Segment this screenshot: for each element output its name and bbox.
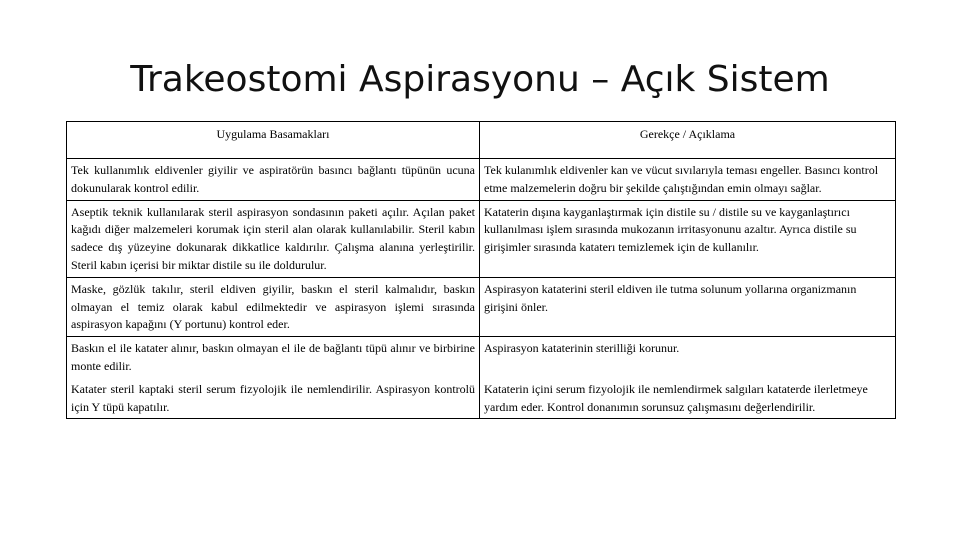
table-row <box>67 337 896 378</box>
procedure-table <box>66 121 896 419</box>
header-rationale: Gerekçe / Açıklama <box>480 122 896 159</box>
rationale-cell: Aspirasyon kataterini steril eldiven ile tutma solunum yollarına organizmanın girişini önler. <box>480 277 896 336</box>
table-header-row <box>67 122 896 159</box>
rationale-cell: Kataterin dışına kayganlaştırmak için distile su / distile su ve kayganlaştırıcı kullanılması işlem sırasında mukozanın irritasyonunu azaltır. Ayrıca distile su girişimler sırasında kataterı temizlemek için de kullanılır. <box>480 200 896 277</box>
step-cell: Aseptik teknik kullanılarak steril aspirasyon sondasının paketi açılır. Açılan paket kağıdı diğer malzemeleri korumak için steril alan olarak kullanılabilir. Steril kabın sadece dış yüzeyine dokunarak dikkatlice kaldırılır. Çalışma alanına yerleştirilir. Steril kabın içerisi bir miktar distile su ile doldurulur. <box>67 200 480 277</box>
table-row <box>67 277 896 336</box>
table-row <box>67 200 896 277</box>
step-cell: Tek kullanımlık eldivenler giyilir ve aspiratörün basıncı bağlantı tüpünün ucuna dokunularak kontrol edilir. <box>67 159 480 201</box>
table-row <box>67 159 896 201</box>
rationale-cell: Tek kulanımlık eldivenler kan ve vücut sıvılarıyla teması engeller. Basıncı kontrol etme malzemelerin doğru bir şekilde çalıştığından emin olmayı sağlar. <box>480 159 896 201</box>
step-cell: Maske, gözlük takılır, steril eldiven giyilir, baskın el steril kalmalıdır, baskın olmayan el temiz olarak kabul edilmektedir ve aspirasyon işlemi sırasında aspirasyon kapağını (Y portunu) kontrol eder. <box>67 277 480 336</box>
table-row <box>67 378 896 419</box>
header-steps: Uygulama Basamakları <box>67 122 480 159</box>
rationale-cell: Kataterin içini serum fizyolojik ile nemlendirmek salgıları kataterde ilerletmeye yardım eder. Kontrol donanımın sorunsuz çalışmasını değerlendirilir. <box>480 378 896 419</box>
slide-title: Trakeostomi Aspirasyonu – Açık Sistem <box>130 59 830 100</box>
step-cell: Katater steril kaptaki steril serum fizyolojik ile nemlendirilir. Aspirasyon kontrolü için Y tüpü kapatılır. <box>67 378 480 419</box>
rationale-cell: Aspirasyon kataterinin sterilliği korunur. <box>480 337 896 378</box>
step-cell: Baskın el ile katater alınır, baskın olmayan el ile de bağlantı tüpü alınır ve birbirine monte edilir. <box>67 337 480 378</box>
